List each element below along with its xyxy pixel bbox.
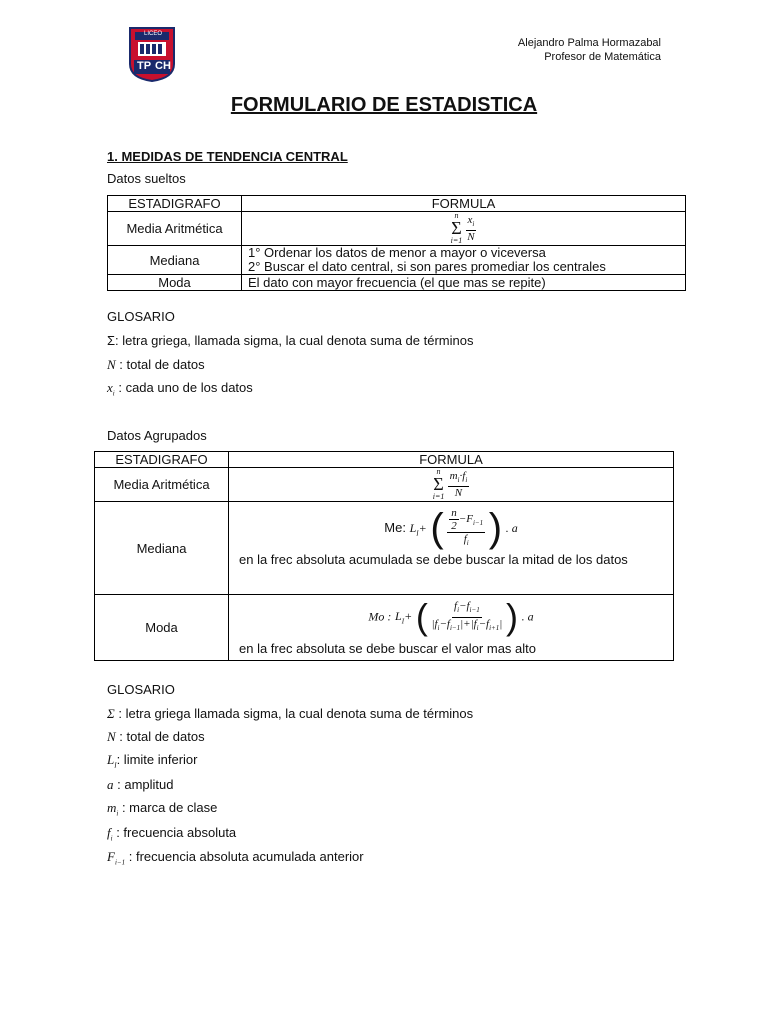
glosario-1-xi: $x_i$ : cada uno de los datos: [107, 380, 253, 398]
formula-moda-sueltos: El dato con mayor frecuencia (el que mas se repite): [242, 275, 686, 291]
row-media-label: Media Aritmética: [108, 212, 242, 246]
moda-agrupados-note: en la frec absoluta se debe buscar el valor mas alto: [239, 641, 537, 656]
page-title: FORMULARIO DE ESTADISTICA: [230, 94, 538, 116]
glosario-2-n: N : total de datos: [107, 729, 205, 744]
mediana-step-2: 2° Buscar el dato central, si son pares promediar los centrales: [248, 259, 606, 274]
glosario-2-fi: $f_i$ : frecuencia absoluta: [107, 825, 237, 843]
school-logo: [128, 26, 176, 82]
datos-sueltos-label: Datos sueltos: [107, 171, 186, 186]
table-datos-sueltos: [107, 195, 686, 291]
glosario-2-title: GLOSARIO: [107, 682, 175, 697]
row-moda-label: Moda: [108, 275, 242, 291]
col-header-estadigrafo: ESTADIGRAFO: [108, 196, 242, 212]
me-prefix: Me:: [384, 519, 406, 535]
section-heading: 1. MEDIDAS DE TENDENCIA CENTRAL: [107, 149, 348, 164]
logo-text-top: LICEO: [144, 31, 163, 37]
formula-mediana-sueltos: [242, 246, 686, 275]
formula-mediana-agrupados: Me: $L_I+$ ( $\frac{n}{2}$ $-F_{i-1}$ $f_i$ ) . a en la frec absoluta acumulada se debe buscar la mitad de los datos: [229, 502, 674, 595]
row-mediana-label: Mediana: [108, 246, 242, 275]
formula-moda-agrupados: Mo : $L_I+$ ( $\frac{f_i-f_{i-1}}{|f_i-f_{i-1}|+|f_i-f_{i+1}|}$ ) . a en la frec absoluta se debe buscar el valor mas alto: [229, 595, 674, 661]
datos-agrupados-label: Datos Agrupados: [107, 428, 207, 443]
row-moda-agrupados-label: Moda: [95, 595, 229, 661]
author-name: Alejandro Palma Hormazabal: [517, 37, 661, 49]
glosario-2-a: a : amplitud: [107, 777, 174, 792]
logo-text-mid: TP: [137, 60, 152, 72]
logo-text-bot: CH: [155, 60, 171, 72]
author-role: Profesor de Matemática: [544, 51, 661, 63]
col-header-formula-2: FORMULA: [229, 452, 674, 468]
glosario-1-sigma: Σ: letra griega, llamada sigma, la cual denota suma de términos: [107, 333, 474, 348]
col-header-estadigrafo-2: ESTADIGRAFO: [95, 452, 229, 468]
table-datos-agrupados: [94, 451, 674, 661]
mo-prefix: Mo :: [368, 609, 392, 624]
formula-media-agrupados: n Σ i=1 $\frac{m_i\cdot f_i}{N}$: [229, 468, 674, 502]
mediana-step-1: 1° Ordenar los datos de menor a mayor o viceversa: [248, 245, 546, 260]
glosario-1-title: GLOSARIO: [107, 309, 175, 324]
glosario-2-li: $L_I$: limite inferior: [107, 752, 198, 770]
formula-media-sueltos: n Σ i=1 $\frac{x_i}{N}$: [242, 212, 686, 246]
mediana-agrupados-note: en la frec absoluta acumulada se debe buscar la mitad de los datos: [239, 552, 628, 567]
author-block: [518, 36, 661, 64]
glosario-2-mi: $m_i$ : marca de clase: [107, 800, 218, 818]
col-header-formula: FORMULA: [242, 196, 686, 212]
row-mediana-agrupados-label: Mediana: [95, 502, 229, 595]
row-media-agrupados-label: Media Aritmética: [95, 468, 229, 502]
glosario-2-sigma: Σ : letra griega llamada sigma, la cual denota suma de términos: [107, 706, 474, 721]
glosario-1-n: N : total de datos: [107, 357, 205, 372]
glosario-2-fi1: $F_{i-1}$ : frecuencia absoluta acumulada anterior: [107, 849, 364, 867]
